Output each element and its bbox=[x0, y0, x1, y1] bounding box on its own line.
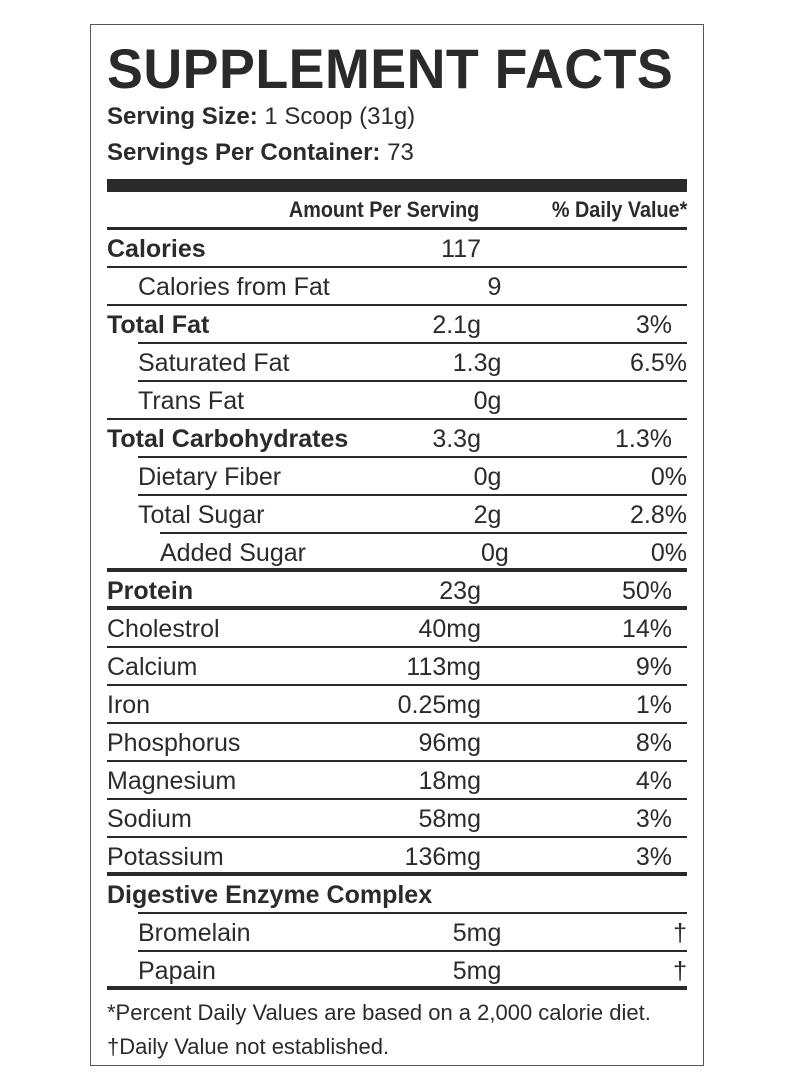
nutrient-dv: 6.5% bbox=[630, 348, 688, 377]
nutrient-amount: 136mg bbox=[404, 842, 481, 871]
nutrient-dv: 9% bbox=[635, 652, 672, 681]
supplement-facts-panel bbox=[90, 24, 704, 1066]
nutrient-dv: † bbox=[673, 918, 688, 947]
nutrient-dv: 1.3% bbox=[615, 424, 672, 453]
row-potassium bbox=[107, 838, 687, 876]
nutrient-dv: 3% bbox=[635, 842, 672, 871]
row-magnesium bbox=[107, 762, 687, 800]
nutrient-amount: 1.3g bbox=[452, 348, 502, 377]
nutrient-name: Bromelain bbox=[138, 918, 251, 947]
nutrient-name: Calories bbox=[107, 234, 206, 263]
nutrient-name: Magnesium bbox=[107, 766, 237, 795]
servings-per-container-label: Servings Per Container: bbox=[107, 139, 381, 166]
row-phosphorus bbox=[107, 724, 687, 762]
nutrient-name: Phosphorus bbox=[107, 728, 241, 757]
row-calcium bbox=[107, 648, 687, 686]
footnotes bbox=[107, 996, 687, 1064]
row-total-carbohydrates bbox=[107, 420, 687, 458]
row-saturated-fat bbox=[107, 344, 687, 382]
nutrient-dv: 3% bbox=[635, 310, 672, 339]
nutrient-name: Added Sugar bbox=[160, 538, 306, 567]
nutrient-name: Trans Fat bbox=[138, 386, 245, 415]
nutrient-amount: 23g bbox=[439, 576, 481, 605]
nutrient-name: Potassium bbox=[107, 842, 224, 871]
row-calories bbox=[107, 230, 687, 268]
nutrient-name: Dietary Fiber bbox=[138, 462, 282, 491]
row-protein bbox=[107, 572, 687, 610]
row-total-sugar bbox=[107, 496, 687, 534]
nutrient-name: Iron bbox=[107, 690, 151, 719]
nutrient-dv: † bbox=[673, 956, 688, 985]
row-dietary-fiber bbox=[107, 458, 687, 496]
nutrient-dv: 50% bbox=[621, 576, 672, 605]
nutrient-name: Total Carbohydrates bbox=[107, 424, 349, 453]
nutrient-name: Protein bbox=[107, 576, 194, 605]
servings-per-container bbox=[107, 135, 687, 171]
nutrient-name: Papain bbox=[138, 956, 216, 985]
nutrient-dv: 4% bbox=[635, 766, 672, 795]
panel-title: SUPPLEMENT FACTS bbox=[107, 37, 674, 100]
section-name: Digestive Enzyme Complex bbox=[107, 880, 433, 909]
serving-size bbox=[107, 99, 687, 135]
nutrient-amount: 113mg bbox=[406, 652, 481, 681]
nutrient-amount: 18mg bbox=[418, 766, 481, 795]
row-sodium bbox=[107, 800, 687, 838]
nutrient-amount: 58mg bbox=[418, 804, 481, 833]
serving-size-label: Serving Size: bbox=[107, 103, 258, 130]
row-cholestrol bbox=[107, 610, 687, 648]
nutrient-amount: 2g bbox=[473, 500, 502, 529]
nutrient-name: Cholestrol bbox=[107, 614, 220, 643]
row-trans-fat bbox=[107, 382, 687, 420]
nutrient-name: Total Fat bbox=[107, 310, 210, 339]
nutrient-amount: 2.1g bbox=[432, 310, 481, 339]
nutrient-amount: 117 bbox=[441, 234, 481, 263]
nutrient-amount: 0g bbox=[481, 538, 509, 567]
nutrient-dv: 2.8% bbox=[630, 500, 688, 529]
row-digestive-enzyme-complex bbox=[107, 876, 687, 914]
row-total-fat bbox=[107, 306, 687, 344]
nutrient-amount: 0g bbox=[473, 462, 502, 491]
nutrient-amount: 3.3g bbox=[432, 424, 481, 453]
nutrient-dv: 3% bbox=[635, 804, 672, 833]
nutrient-name: Total Sugar bbox=[138, 500, 265, 529]
amount-per-serving-header: Amount Per Serving bbox=[289, 196, 480, 222]
nutrient-name: Sodium bbox=[107, 804, 192, 833]
nutrient-amount: 5mg bbox=[452, 918, 502, 947]
row-papain bbox=[107, 952, 687, 990]
row-added-sugar bbox=[107, 534, 687, 572]
nutrient-amount: 96mg bbox=[418, 728, 481, 757]
nutrient-amount: 40mg bbox=[418, 614, 481, 643]
nutrient-dv: 0% bbox=[650, 462, 688, 491]
nutrient-amount: 0g bbox=[473, 386, 502, 415]
nutrient-amount: 5mg bbox=[452, 956, 502, 985]
row-bromelain bbox=[107, 914, 687, 952]
nutrient-name: Calcium bbox=[107, 652, 198, 681]
nutrient-name: Calories from Fat bbox=[138, 272, 330, 301]
table-header bbox=[107, 192, 687, 230]
nutrient-dv: 14% bbox=[621, 614, 672, 643]
row-iron bbox=[107, 686, 687, 724]
thick-divider bbox=[107, 179, 687, 192]
daily-value-header: % Daily Value* bbox=[551, 196, 687, 222]
footnote-not-established: †Daily Value not established. bbox=[107, 1034, 390, 1059]
nutrient-amount: 0.25mg bbox=[397, 690, 481, 719]
nutrient-dv: 1% bbox=[635, 690, 672, 719]
nutrient-dv: 8% bbox=[635, 728, 672, 757]
serving-size-value: 1 Scoop (31g) bbox=[264, 103, 416, 130]
nutrient-amount: 9 bbox=[487, 272, 502, 301]
footnote-percent-daily: *Percent Daily Values are based on a 2,000 calorie diet. bbox=[107, 1000, 651, 1025]
nutrient-dv: 0% bbox=[650, 538, 687, 567]
nutrient-name: Saturated Fat bbox=[138, 348, 290, 377]
row-calories-from-fat bbox=[107, 268, 687, 306]
servings-per-container-value: 73 bbox=[387, 139, 414, 166]
